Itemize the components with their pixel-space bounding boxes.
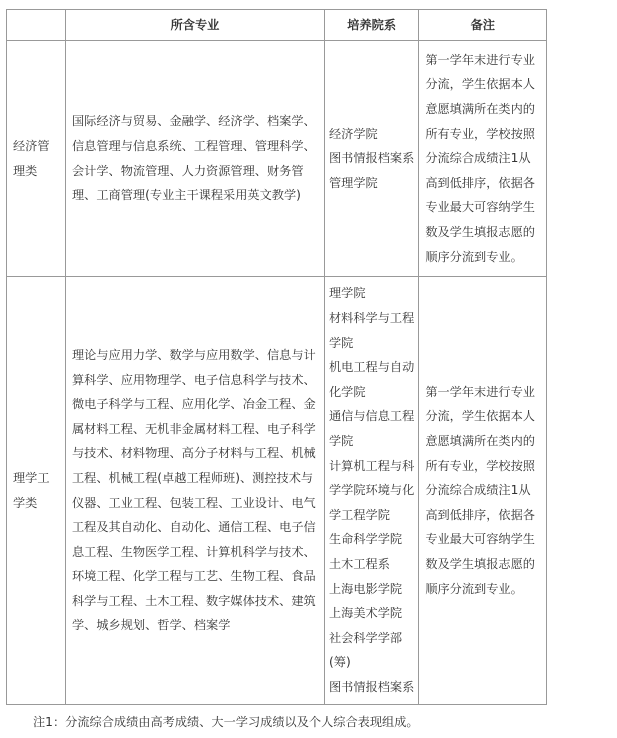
department-cell — [325, 41, 419, 277]
department-item: 管理学院 — [329, 175, 378, 190]
note-cell: 第一学年末进行专业分流，学生依据本人意愿填满所在类内的所有专业，学校按照分流综合成绩注1从高到低排序，依据各专业最大可容纳学生数及学生填报志愿的顺序分流到专业。 — [419, 277, 547, 705]
department-item: 上海电影学院 — [329, 581, 403, 596]
department-item: 图书情报档案系 — [329, 151, 415, 166]
department-item: 上海美术学院 — [329, 606, 403, 621]
table-row — [7, 41, 547, 277]
note-cell: 第一学年末进行专业分流，学生依据本人意愿填满所在类内的所有专业，学校按照分流综合成绩注1从高到低排序，依据各专业最大可容纳学生数及学生填报志愿的顺序分流到专业。 — [419, 41, 547, 277]
department-item: 材料科学与工程学院 — [329, 311, 415, 350]
table-row — [7, 277, 547, 705]
department-item: 图书情报档案系 — [329, 679, 415, 694]
header-majors: 所含专业 — [66, 10, 325, 41]
table-header-row — [7, 10, 547, 41]
department-item: 土木工程系 — [329, 556, 390, 571]
department-item: 机电工程与自动化学院 — [329, 360, 415, 399]
footnote: 注1：分流综合成绩由高考成绩、大一学习成绩以及个人综合表现组成。 — [33, 715, 419, 729]
category-cell: 经济管理类 — [7, 41, 66, 277]
header-category — [7, 10, 66, 41]
department-item: 计算机工程与科学学院环境与化学工程学院 — [329, 458, 415, 522]
department-item: 经济学院 — [329, 126, 378, 141]
majors-cell: 国际经济与贸易、金融学、经济学、档案学、信息管理与信息系统、工程管理、管理科学、会计学、物流管理、人力资源管理、财务管理、工商管理(专业主干课程采用英文教学) — [66, 41, 325, 277]
header-department: 培养院系 — [325, 10, 419, 41]
majors-cell: 理论与应用力学、数学与应用数学、信息与计算科学、应用物理学、电子信息科学与技术、微电子科学与工程、应用化学、冶金工程、金属材料工程、无机非金属材料工程、电子科学与技术、材料物理、高分子材料与工程、机械工程、机械工程(卓越工程师班)、测控技术与仪器、工业工程、包装工程、工业设计、电气工程及其自动化、自动化、通信工程、电子信息工程、生物医学工程、计算机科学与技术、环境工程、化学工程与工艺、生物工程、食品科学与工程、土木工程、数字媒体技术、建筑学、城乡规划、哲学、档案学 — [66, 277, 325, 705]
department-item: 社会科学学部(筹) — [329, 630, 403, 670]
department-item: 理学院 — [329, 286, 366, 301]
department-item: 生命科学学院 — [329, 532, 403, 547]
department-cell — [325, 277, 419, 705]
category-cell: 理学工学类 — [7, 277, 66, 705]
majors-table — [6, 9, 547, 705]
header-note: 备注 — [419, 10, 547, 41]
department-item: 通信与信息工程学院 — [329, 409, 415, 449]
